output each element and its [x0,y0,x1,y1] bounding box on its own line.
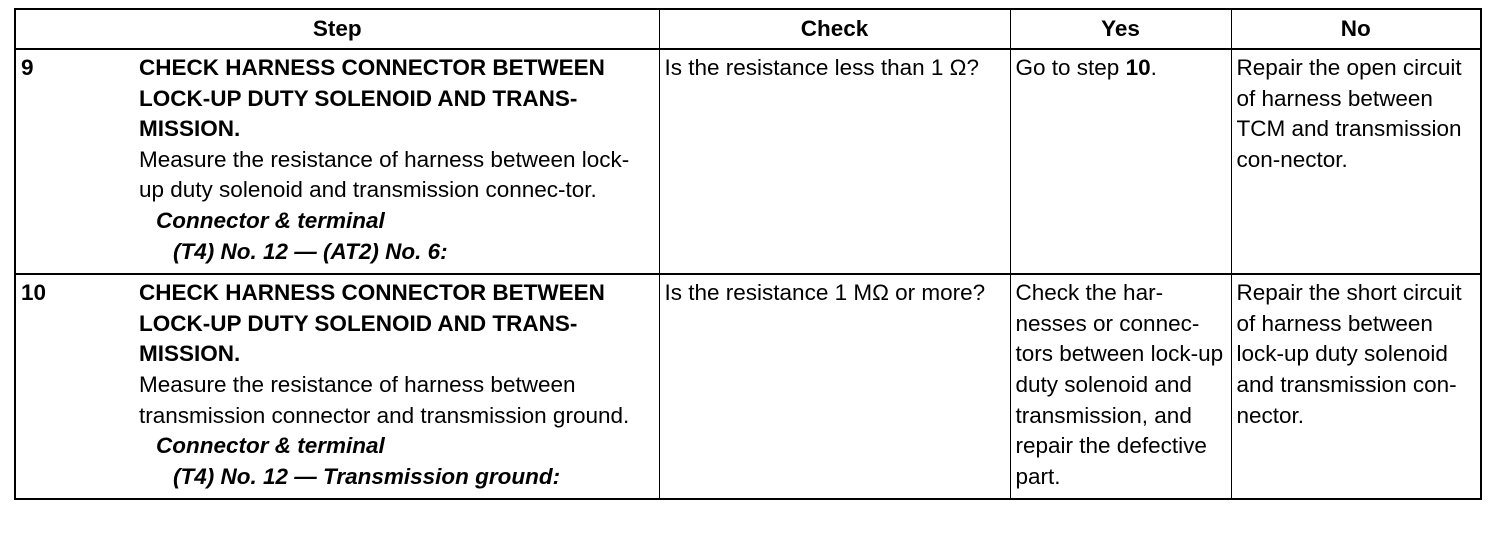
yes-suffix: . [1150,55,1157,80]
header-check: Check [659,9,1010,49]
header-yes: Yes [1010,9,1231,49]
step-title: CHECK HARNESS CONNECTOR BETWEEN LOCK-UP DUTY SOLENOID AND TRANS-MISSION. [139,55,605,142]
connector-label: Connector & terminal [156,207,385,233]
step-cell [15,49,659,274]
step-number: 9 [21,55,34,80]
yes-cell: Check the har-nesses or connec-tors between lock-up duty solenoid and transmission, and repair the defective part. [1010,274,1231,499]
header-no: No [1231,9,1481,49]
yes-cell [1010,49,1231,274]
step-description: Measure the resistance of harness between transmission connector and transmission ground. [139,371,630,428]
step-cell [15,274,659,499]
step-number: 10 [21,280,47,306]
table-row [15,274,1481,499]
header-step: Step [15,9,659,49]
table-row [15,49,1481,274]
connector-value: (T4) No. 12 — Transmission ground: [173,463,561,489]
check-cell: Is the resistance less than 1 Ω? [659,49,1010,274]
connector-value: (T4) No. 12 — (AT2) No. 6: [173,238,448,264]
header-row [15,9,1481,49]
connector-label: Connector & terminal [156,433,385,459]
step-description: Measure the resistance of harness between lock-up duty solenoid and transmission connec-tor. [139,146,630,203]
no-cell: Repair the short circuit of harness between lock-up duty solenoid and transmission con-nector. [1231,274,1481,499]
yes-step-link: 10 [1125,55,1151,80]
check-cell: Is the resistance 1 MΩ or more? [659,274,1010,499]
step-title: CHECK HARNESS CONNECTOR BETWEEN LOCK-UP DUTY SOLENOID AND TRANS-MISSION. [139,280,605,367]
diagnostic-table [14,8,1482,500]
yes-prefix: Go to step [1015,55,1126,80]
no-cell: Repair the open circuit of harness between TCM and transmission con-nector. [1231,49,1481,274]
